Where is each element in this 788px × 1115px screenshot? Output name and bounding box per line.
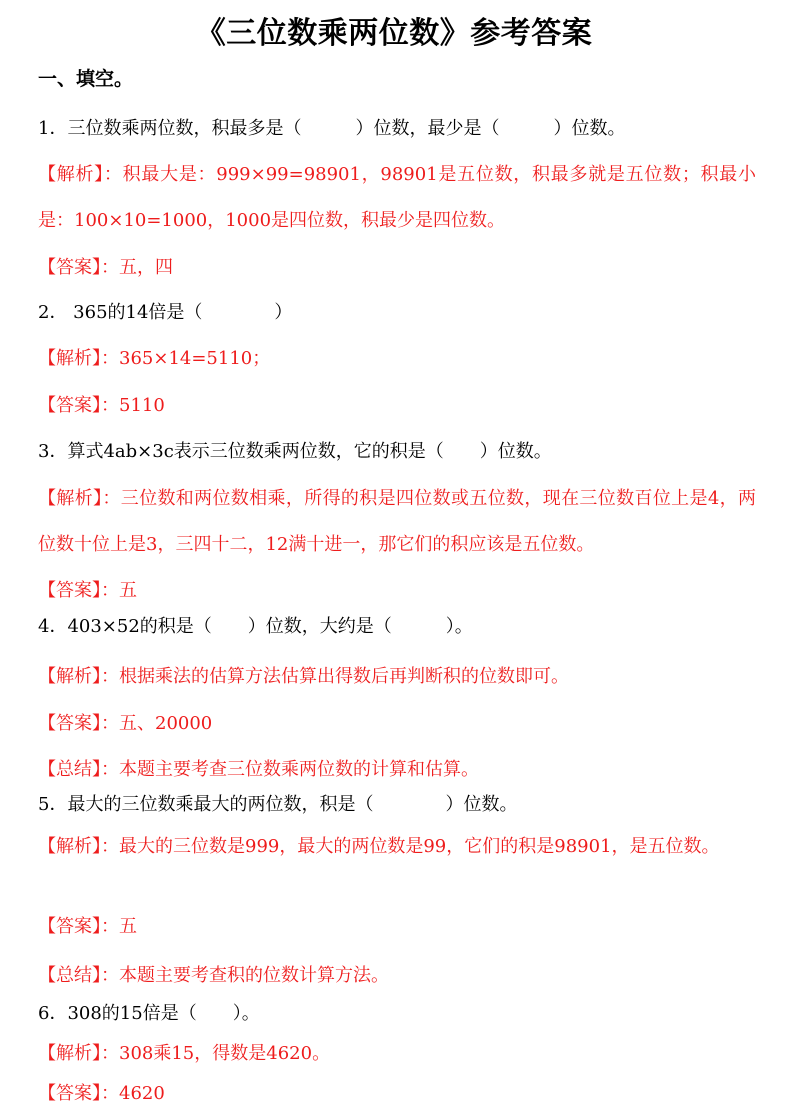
answer-tag: 【答案】： xyxy=(38,257,119,278)
q5-summary xyxy=(38,961,758,991)
q2-analysis xyxy=(38,344,758,374)
q4-summary-text: 本题主要考查三位数乘两位数的计算和估算。 xyxy=(119,759,479,780)
section-heading: 一、填空。 xyxy=(38,68,134,90)
q4-question: 4．403×52的积是（ ）位数，大约是（ ）。 xyxy=(38,616,473,637)
q2-answer-text: 5110 xyxy=(119,395,165,416)
q1-answer-text: 五，四 xyxy=(119,257,173,278)
q4-analysis-text: 根据乘法的估算方法估算出得数后再判断积的位数即可。 xyxy=(119,666,569,687)
analysis-tag: 【解析】： xyxy=(38,488,121,509)
q5-answer xyxy=(38,912,758,942)
q1-question: 1．三位数乘两位数，积最多是（ ）位数，最少是（ ）位数。 xyxy=(38,118,626,139)
analysis-tag: 【解析】： xyxy=(38,666,119,687)
analysis-tag: 【解析】： xyxy=(38,1043,119,1064)
q1-analysis-text: 积最大是：999×99=98901，98901是五位数，积最多就是五位数；积最小是：100×10=1000，1000是四位数，积最少是四位数。 xyxy=(38,164,757,231)
q3-analysis-text: 三位数和两位数相乘，所得的积是四位数或五位数，现在三位数百位上是4，两位数十位上是3，三四十二，12满十进一，那它们的积应该是五位数。 xyxy=(38,488,757,555)
analysis-tag: 【解析】： xyxy=(38,836,119,857)
q2-analysis-text: 365×14=5110； xyxy=(119,348,271,369)
q2-question: 2． 365的14倍是（ ） xyxy=(38,302,293,323)
q3-answer-text: 五 xyxy=(119,580,137,601)
q1-answer xyxy=(38,253,758,283)
q4-analysis xyxy=(38,662,758,692)
analysis-tag: 【解析】： xyxy=(38,348,119,369)
q5-summary-text: 本题主要考查积的位数计算方法。 xyxy=(119,965,389,986)
answer-tag: 【答案】： xyxy=(38,916,119,937)
q4-answer xyxy=(38,709,758,739)
summary-tag: 【总结】： xyxy=(38,965,119,986)
q5-question: 5．最大的三位数乘最大的两位数，积是（ ）位数。 xyxy=(38,794,518,815)
q6-question: 6．308的15倍是（ ）。 xyxy=(38,1003,260,1024)
q6-analysis-text: 308乘15，得数是4620。 xyxy=(119,1043,331,1064)
q3-question: 3．算式4ab×3c表示三位数乘两位数，它的积是（ ）位数。 xyxy=(38,441,552,462)
q4-answer-text: 五、20000 xyxy=(119,713,213,734)
answer-tag: 【答案】： xyxy=(38,395,119,416)
q3-analysis xyxy=(38,476,756,568)
q6-answer-text: 4620 xyxy=(119,1083,165,1104)
answer-tag: 【答案】： xyxy=(38,580,119,601)
analysis-tag: 【解析】： xyxy=(38,164,123,185)
q5-answer-text: 五 xyxy=(119,916,137,937)
q3-answer xyxy=(38,576,758,606)
q4-summary xyxy=(38,755,758,785)
answer-tag: 【答案】： xyxy=(38,713,119,734)
summary-tag: 【总结】： xyxy=(38,759,119,780)
answer-tag: 【答案】： xyxy=(38,1083,119,1104)
page-title: 《三位数乘两位数》参考答案 xyxy=(195,16,593,51)
q5-analysis-text: 最大的三位数是999，最大的两位数是99，它们的积是98901，是五位数。 xyxy=(119,836,720,857)
q5-analysis xyxy=(38,824,756,870)
q1-analysis xyxy=(38,152,756,244)
q2-answer xyxy=(38,391,758,421)
q6-analysis xyxy=(38,1039,758,1069)
q6-answer xyxy=(38,1079,758,1109)
